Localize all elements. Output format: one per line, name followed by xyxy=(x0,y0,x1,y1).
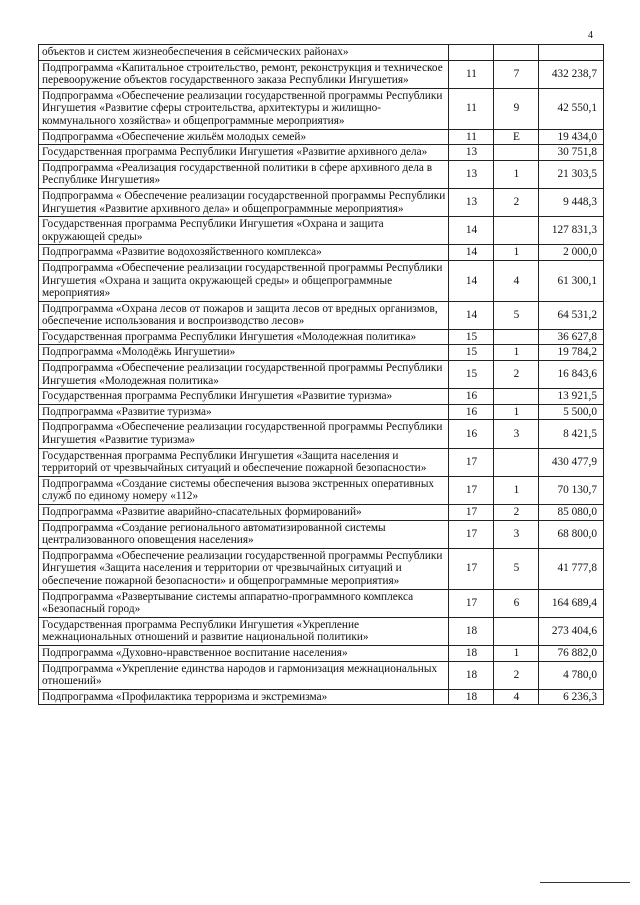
amount-cell: 64 531,2 xyxy=(539,301,604,329)
program-name-cell: Подпрограмма «Развитие туризма» xyxy=(39,404,449,420)
table-row xyxy=(39,448,604,476)
subprogram-code-cell: 4 xyxy=(494,689,539,705)
program-code-cell: 13 xyxy=(449,188,494,216)
program-name-cell: Подпрограмма «Профилактика терроризма и экстремизма» xyxy=(39,689,449,705)
program-name-cell: Государственная программа Республики Ингушетия «Развитие туризма» xyxy=(39,389,449,405)
subprogram-code-cell: 5 xyxy=(494,548,539,589)
table-row xyxy=(39,160,604,188)
subprogram-code-cell xyxy=(494,389,539,405)
subprogram-code-cell: 1 xyxy=(494,160,539,188)
amount-cell: 2 000,0 xyxy=(539,245,604,261)
amount-cell: 164 689,4 xyxy=(539,589,604,617)
amount-cell: 9 448,3 xyxy=(539,188,604,216)
program-name-cell: Подпрограмма «Реализация государственной политики в сфере архивного дела в Республике Ингушетия» xyxy=(39,160,449,188)
subprogram-code-cell: 4 xyxy=(494,260,539,301)
subprogram-code-cell: 1 xyxy=(494,245,539,261)
amount-cell: 432 238,7 xyxy=(539,60,604,88)
amount-cell: 21 303,5 xyxy=(539,160,604,188)
subprogram-code-cell: 1 xyxy=(494,345,539,361)
table-row xyxy=(39,420,604,448)
program-code-cell: 16 xyxy=(449,389,494,405)
subprogram-code-cell xyxy=(494,45,539,61)
amount-cell xyxy=(539,45,604,61)
program-code-cell: 17 xyxy=(449,448,494,476)
table-row xyxy=(39,60,604,88)
table-row xyxy=(39,548,604,589)
subprogram-code-cell: Е xyxy=(494,129,539,145)
program-name-cell: Подпрограмма «Охрана лесов от пожаров и защита лесов от вредных организмов, обеспечение использования и воспроизводство лесов» xyxy=(39,301,449,329)
program-code-cell: 13 xyxy=(449,145,494,161)
amount-cell: 127 831,3 xyxy=(539,217,604,245)
table-row xyxy=(39,45,604,61)
program-name-cell: Подпрограмма «Создание регионального автоматизированной системы централизованного оповещения населения» xyxy=(39,520,449,548)
amount-cell: 41 777,8 xyxy=(539,548,604,589)
amount-cell: 36 627,8 xyxy=(539,329,604,345)
subprogram-code-cell: 2 xyxy=(494,505,539,521)
subprogram-code-cell: 3 xyxy=(494,520,539,548)
program-name-cell: Государственная программа Республики Ингушетия «Охрана и защита окружающей среды» xyxy=(39,217,449,245)
program-name-cell: Подпрограмма «Укрепление единства народов и гармонизация межнациональных отношений» xyxy=(39,661,449,689)
table-row xyxy=(39,589,604,617)
table-row xyxy=(39,88,604,129)
program-name-cell: Подпрограмма «Развитие аварийно-спасательных формирований» xyxy=(39,505,449,521)
subprogram-code-cell: 1 xyxy=(494,404,539,420)
program-name-cell: Подпрограмма «Обеспечение реализации государственной программы Республики Ингушетия «Развитие сферы строительства, архитектуры и жилищно-коммунального хозяйства» и общепрограммные мероприятия» xyxy=(39,88,449,129)
program-code-cell: 17 xyxy=(449,548,494,589)
program-name-cell: Подпрограмма «Обеспечение реализации государственной программы Республики Ингушетия «Защита населения и территории от чрезвычайных ситуаций и обеспечение пожарной безопасности» и общепрограммные мероприятия» xyxy=(39,548,449,589)
amount-cell: 70 130,7 xyxy=(539,476,604,504)
subprogram-code-cell: 1 xyxy=(494,645,539,661)
subprogram-code-cell xyxy=(494,448,539,476)
program-code-cell: 15 xyxy=(449,361,494,389)
amount-cell: 430 477,9 xyxy=(539,448,604,476)
table-row xyxy=(39,260,604,301)
program-name-cell: Подпрограмма «Капитальное строительство, ремонт, реконструкция и техническое перевооружение объектов государственного заказа Республики Ингушетия» xyxy=(39,60,449,88)
program-code-cell: 16 xyxy=(449,404,494,420)
amount-cell: 42 550,1 xyxy=(539,88,604,129)
program-code-cell: 15 xyxy=(449,345,494,361)
program-code-cell: 17 xyxy=(449,505,494,521)
amount-cell: 19 434,0 xyxy=(539,129,604,145)
program-code-cell: 14 xyxy=(449,245,494,261)
amount-cell: 85 080,0 xyxy=(539,505,604,521)
program-name-cell: объектов и систем жизнеобеспечения в сейсмических районах» xyxy=(39,45,449,61)
amount-cell: 68 800,0 xyxy=(539,520,604,548)
table-row xyxy=(39,145,604,161)
program-name-cell: Подпрограмма «Духовно-нравственное воспитание населения» xyxy=(39,645,449,661)
table-row xyxy=(39,361,604,389)
program-name-cell: Государственная программа Республики Ингушетия «Развитие архивного дела» xyxy=(39,145,449,161)
table-row xyxy=(39,329,604,345)
subprogram-code-cell: 2 xyxy=(494,188,539,216)
subprogram-code-cell xyxy=(494,145,539,161)
budget-table xyxy=(38,44,604,705)
subprogram-code-cell xyxy=(494,329,539,345)
program-name-cell: Подпрограмма «Развертывание системы аппаратно-программного комплекса «Безопасный город» xyxy=(39,589,449,617)
program-code-cell: 17 xyxy=(449,589,494,617)
amount-cell: 61 300,1 xyxy=(539,260,604,301)
table-row xyxy=(39,389,604,405)
program-code-cell: 13 xyxy=(449,160,494,188)
subprogram-code-cell: 6 xyxy=(494,589,539,617)
program-name-cell: Государственная программа Республики Ингушетия «Защита населения и территорий от чрезвычайных ситуаций и обеспечение пожарной безопасности» xyxy=(39,448,449,476)
program-name-cell: Государственная программа Республики Ингушетия «Укрепление межнациональных отношений и развитие национальной политики» xyxy=(39,617,449,645)
program-code-cell: 16 xyxy=(449,420,494,448)
program-code-cell: 11 xyxy=(449,129,494,145)
amount-cell: 4 780,0 xyxy=(539,661,604,689)
subprogram-code-cell: 2 xyxy=(494,361,539,389)
amount-cell: 13 921,5 xyxy=(539,389,604,405)
subprogram-code-cell xyxy=(494,617,539,645)
program-code-cell: 18 xyxy=(449,645,494,661)
amount-cell: 76 882,0 xyxy=(539,645,604,661)
program-name-cell: Подпрограмма «Обеспечение реализации государственной программы Республики Ингушетия «Охрана и защита окружающей среды» и общепрограммные мероприятия» xyxy=(39,260,449,301)
program-name-cell: Подпрограмма «Обеспечение жильём молодых семей» xyxy=(39,129,449,145)
footer-divider xyxy=(540,882,630,883)
table-row xyxy=(39,301,604,329)
amount-cell: 5 500,0 xyxy=(539,404,604,420)
table-row xyxy=(39,689,604,705)
table-row xyxy=(39,345,604,361)
amount-cell: 273 404,6 xyxy=(539,617,604,645)
program-name-cell: Подпрограмма «Развитие водохозяйственного комплекса» xyxy=(39,245,449,261)
table-row xyxy=(39,661,604,689)
subprogram-code-cell: 7 xyxy=(494,60,539,88)
table-row xyxy=(39,520,604,548)
program-name-cell: Подпрограмма « Обеспечение реализации государственной программы Республики Ингушетия «Развитие архивного дела» и общепрограммные мероприятия» xyxy=(39,188,449,216)
program-code-cell: 11 xyxy=(449,60,494,88)
table-row xyxy=(39,129,604,145)
program-name-cell: Подпрограмма «Создание системы обеспечения вызова экстренных оперативных служб по единому номеру «112» xyxy=(39,476,449,504)
program-name-cell: Государственная программа Республики Ингушетия «Молодежная политика» xyxy=(39,329,449,345)
subprogram-code-cell: 2 xyxy=(494,661,539,689)
program-name-cell: Подпрограмма «Молодёжь Ингушетии» xyxy=(39,345,449,361)
amount-cell: 30 751,8 xyxy=(539,145,604,161)
amount-cell: 19 784,2 xyxy=(539,345,604,361)
table-row xyxy=(39,645,604,661)
table-row xyxy=(39,617,604,645)
program-code-cell: 15 xyxy=(449,329,494,345)
amount-cell: 8 421,5 xyxy=(539,420,604,448)
subprogram-code-cell xyxy=(494,217,539,245)
program-code-cell: 14 xyxy=(449,260,494,301)
subprogram-code-cell: 9 xyxy=(494,88,539,129)
amount-cell: 6 236,3 xyxy=(539,689,604,705)
program-code-cell xyxy=(449,45,494,61)
program-code-cell: 14 xyxy=(449,217,494,245)
program-code-cell: 18 xyxy=(449,689,494,705)
program-code-cell: 18 xyxy=(449,617,494,645)
program-code-cell: 18 xyxy=(449,661,494,689)
program-code-cell: 17 xyxy=(449,476,494,504)
table-row xyxy=(39,217,604,245)
amount-cell: 16 843,6 xyxy=(539,361,604,389)
subprogram-code-cell: 1 xyxy=(494,476,539,504)
table-row xyxy=(39,245,604,261)
program-code-cell: 14 xyxy=(449,301,494,329)
table-row xyxy=(39,476,604,504)
subprogram-code-cell: 3 xyxy=(494,420,539,448)
table-row xyxy=(39,404,604,420)
program-name-cell: Подпрограмма «Обеспечение реализации государственной программы Республики Ингушетия «Развитие туризма» xyxy=(39,420,449,448)
subprogram-code-cell: 5 xyxy=(494,301,539,329)
table-row xyxy=(39,188,604,216)
program-code-cell: 11 xyxy=(449,88,494,129)
program-name-cell: Подпрограмма «Обеспечение реализации государственной программы Республики Ингушетия «Молодежная политика» xyxy=(39,361,449,389)
page-number: 4 xyxy=(588,30,593,41)
table-row xyxy=(39,505,604,521)
budget-table-body xyxy=(39,45,604,705)
program-code-cell: 17 xyxy=(449,520,494,548)
